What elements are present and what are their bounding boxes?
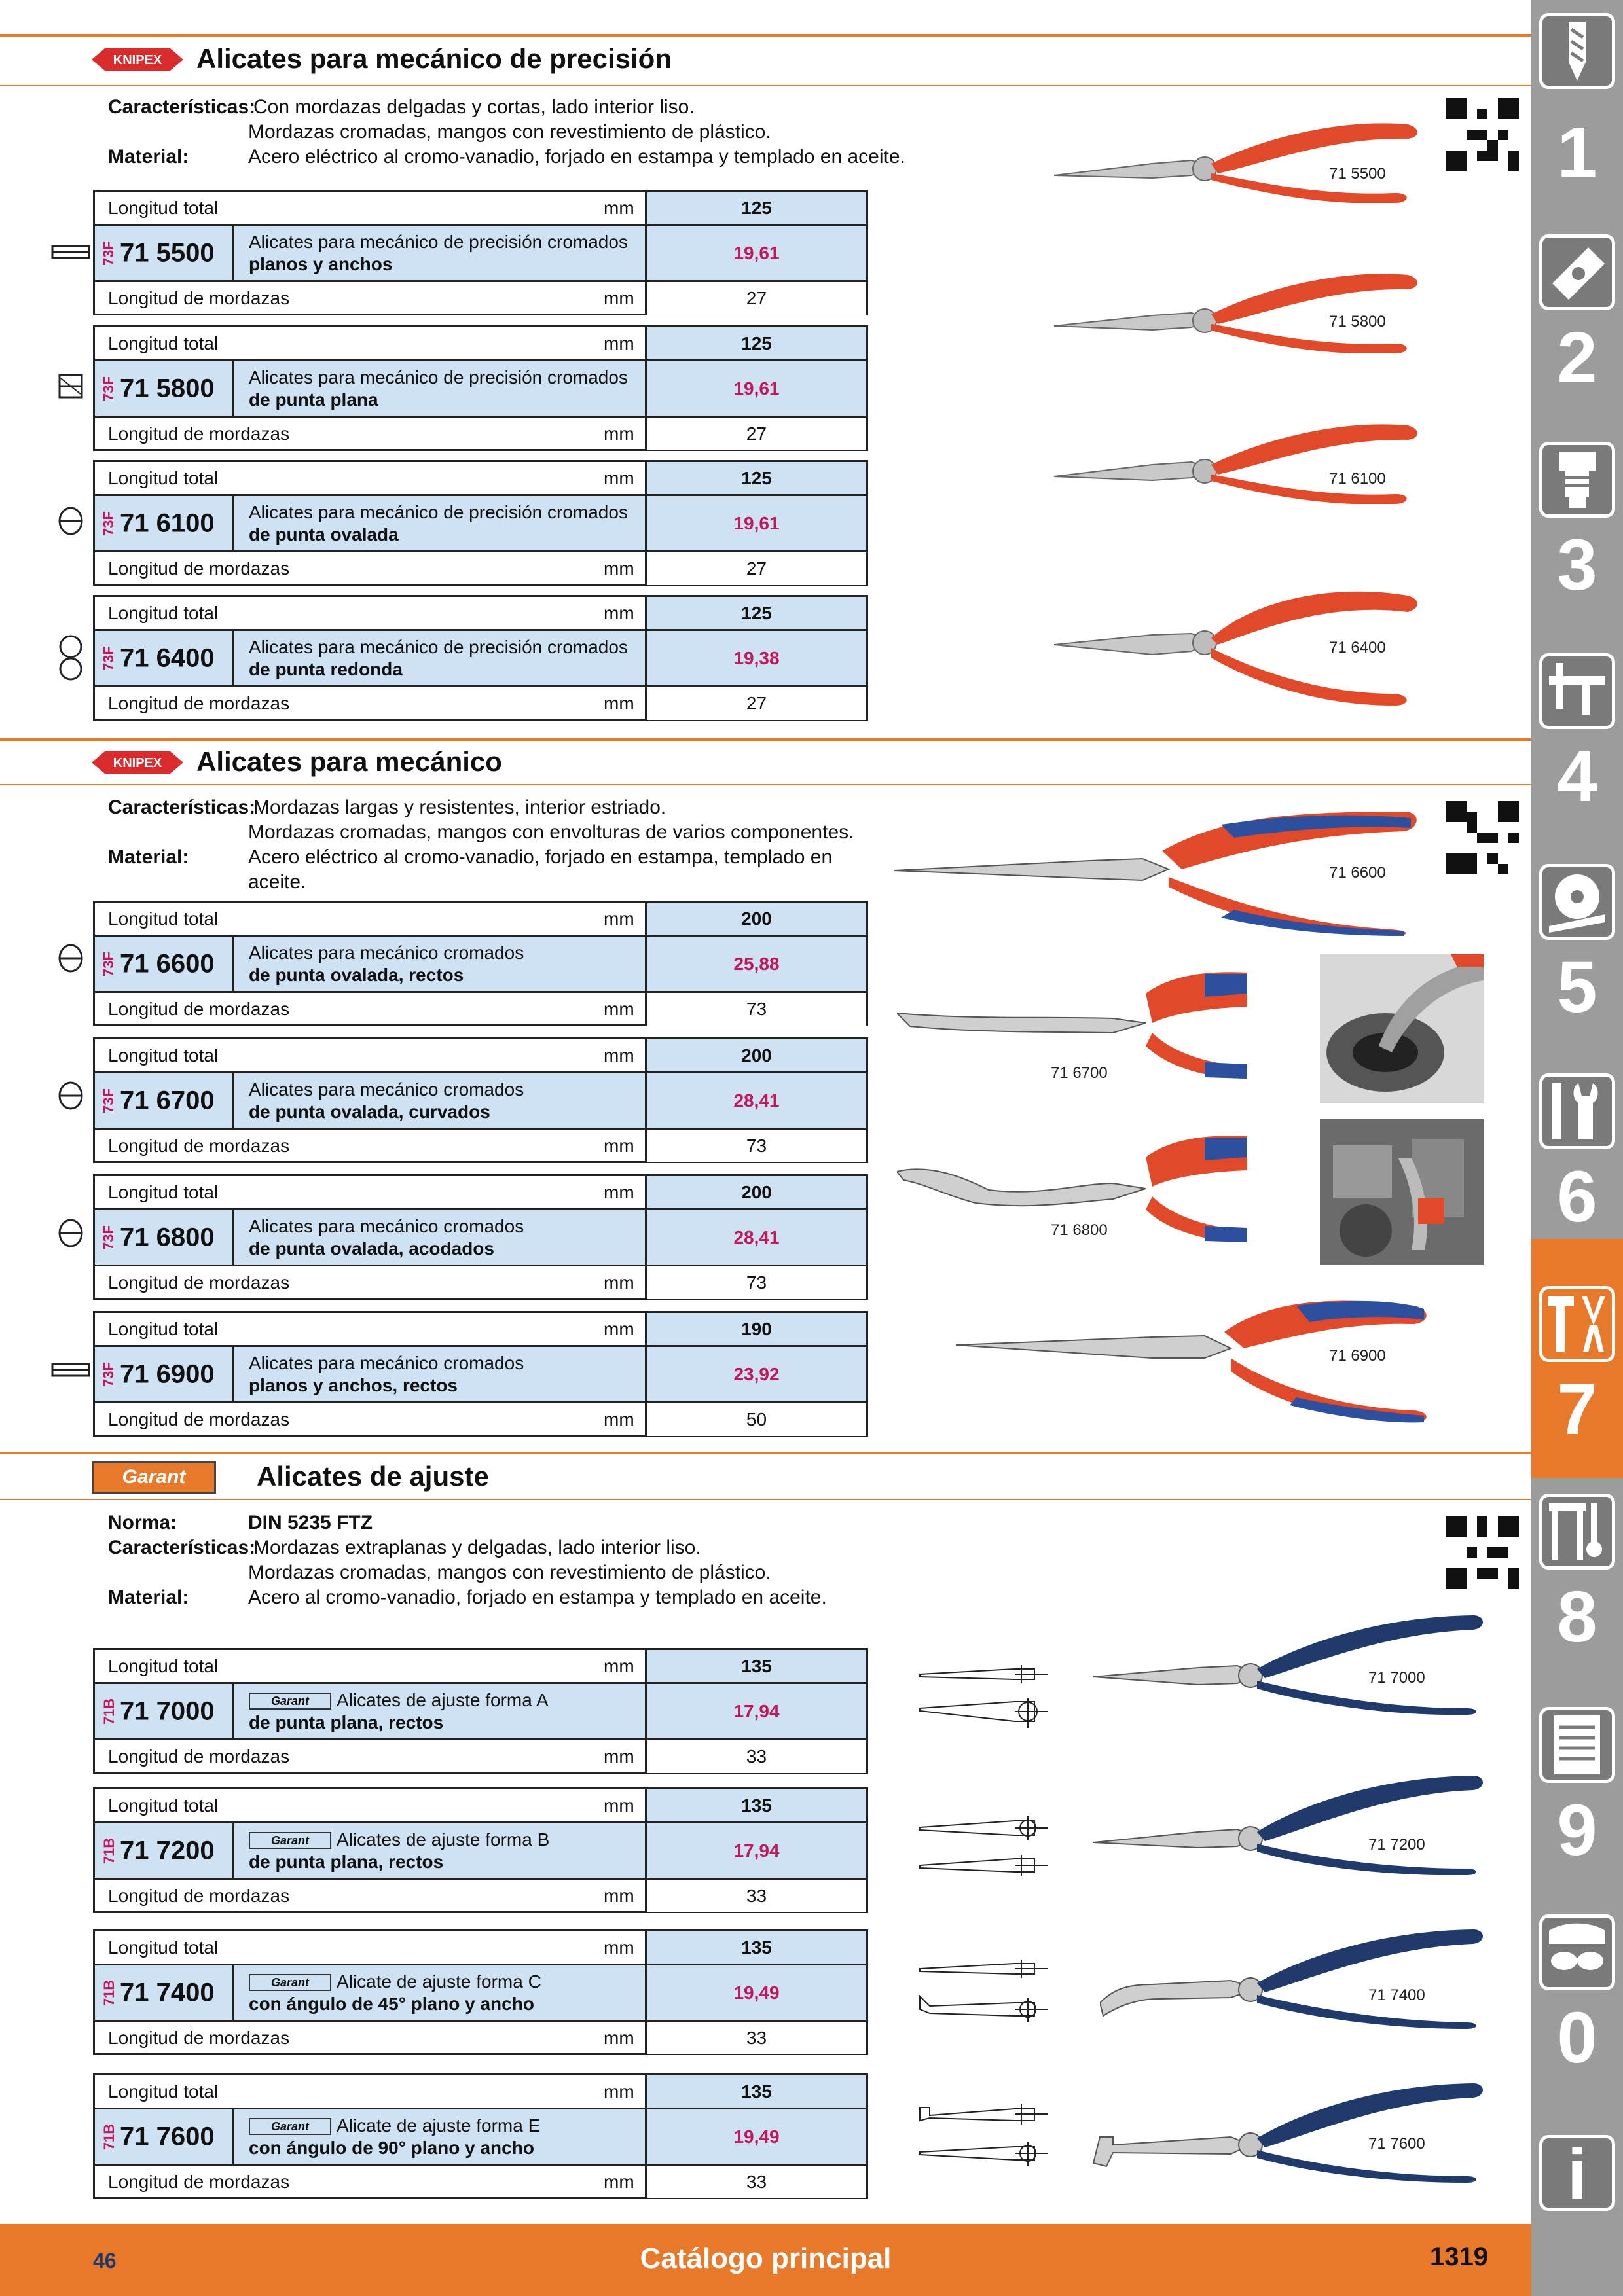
- application-photo: [1320, 954, 1484, 1103]
- garant-mini-logo: Garant: [249, 1693, 331, 1710]
- image-label: 71 6800: [1051, 1221, 1108, 1239]
- sidebar-tab-4[interactable]: [1537, 653, 1618, 823]
- product-table: [93, 325, 868, 451]
- length-value: 125: [741, 602, 772, 623]
- technical-drawing: [917, 1813, 1054, 1892]
- price: 17,94: [733, 1840, 780, 1861]
- jaw-profile-round-icon: [58, 635, 84, 681]
- info-icon: i: [1539, 2135, 1615, 2211]
- jaw-value: 27: [746, 288, 767, 308]
- product-table: [93, 1174, 868, 1300]
- unit-label: mm: [604, 2081, 634, 2102]
- image-label: 71 6100: [1329, 470, 1386, 488]
- pliers-image: [1054, 249, 1427, 353]
- jaw-label: Longitud de mordazas: [108, 1136, 290, 1156]
- sidebar-tab-5[interactable]: [1537, 864, 1618, 1034]
- pliers-image: [1093, 1764, 1486, 1875]
- jaw-label: Longitud de mordazas: [108, 2028, 290, 2048]
- pliers-image: [1054, 399, 1427, 504]
- length-value: 125: [741, 332, 772, 353]
- jaw-label: Longitud de mordazas: [108, 2172, 290, 2192]
- jaw-value: 33: [746, 2028, 767, 2048]
- qr-code: [1446, 801, 1519, 874]
- char-key: Características:: [108, 1537, 256, 1558]
- footer-title: Catálogo principal: [640, 2242, 892, 2274]
- sidebar-tab-3[interactable]: [1537, 442, 1618, 605]
- tab-number: 3: [1557, 525, 1597, 605]
- length-value: 190: [741, 1318, 772, 1339]
- length-value: 135: [741, 2081, 772, 2102]
- svg-text:KNIPEX: KNIPEX: [113, 756, 162, 770]
- price: 19,61: [733, 512, 780, 533]
- char-value: Acero eléctrico al cromo-vanadio, forjado en estampa y templado en aceite.: [248, 146, 905, 168]
- jaw-label: Longitud de mordazas: [108, 1272, 290, 1293]
- price: 25,88: [733, 953, 780, 974]
- tab-number: 1: [1557, 113, 1597, 193]
- article-code: 71 6400: [120, 643, 215, 672]
- jaw-profile-flat-point-icon: [58, 373, 84, 399]
- char-key: Características:: [108, 96, 256, 118]
- section-title: Alicates para mecánico: [196, 746, 502, 777]
- product-table: [93, 1929, 868, 2055]
- section-rule: [0, 784, 1532, 785]
- application-photo: [1320, 1119, 1484, 1265]
- unit-label: mm: [604, 999, 634, 1019]
- price: 28,41: [733, 1227, 780, 1247]
- char-key: Material:: [108, 146, 189, 168]
- unit-label: mm: [604, 1655, 634, 1676]
- image-label: 71 7400: [1368, 1986, 1425, 2004]
- group-code: 73F: [100, 511, 117, 536]
- product-description: Garant Alicate de ajuste forma C con ángulo de 45° plano y ancho: [249, 1971, 541, 2014]
- section-rule: [0, 738, 1532, 741]
- garant-mini-logo: Garant: [249, 1832, 331, 1849]
- char-value: Mordazas extraplanas y delgadas, lado interior liso.: [253, 1537, 701, 1558]
- jaw-label: Longitud de mordazas: [108, 999, 290, 1019]
- char-key: Características:: [108, 797, 256, 818]
- price: 19,61: [733, 378, 780, 399]
- article-code: 71 6700: [120, 1086, 215, 1115]
- jaw-label: Longitud de mordazas: [108, 558, 290, 579]
- section-rule: [0, 1499, 1532, 1500]
- tab-number: 4: [1557, 736, 1597, 817]
- tab-number: 7: [1557, 1369, 1597, 1450]
- price: 19,49: [733, 1982, 780, 2003]
- safety-gear-icon: [1539, 1914, 1615, 1990]
- length-label: Longitud total: [108, 332, 219, 353]
- char-key: Material:: [108, 846, 189, 868]
- length-value: 135: [741, 1795, 772, 1816]
- group-code: 73F: [100, 1361, 117, 1387]
- price: 19,38: [733, 647, 780, 668]
- product-description: Alicates para mecánico cromados planos y anchos, rectos: [249, 1352, 524, 1395]
- product-description: Alicates para mecánico de precisión cromados de punta ovalada: [249, 501, 628, 545]
- price: 19,61: [733, 242, 780, 263]
- jaw-value: 27: [746, 558, 767, 579]
- char-value: Acero al cromo-vanadio, forjado en estampa y templado en aceite.: [248, 1587, 827, 1608]
- article-code: 71 7000: [120, 1696, 215, 1725]
- image-label: 71 7600: [1368, 2135, 1425, 2153]
- caliper-icon: [1539, 653, 1615, 729]
- characteristics: [108, 795, 959, 900]
- knipex-logo: [92, 43, 183, 76]
- image-label: 71 6600: [1329, 864, 1386, 882]
- length-label: Longitud total: [108, 2081, 219, 2102]
- unit-label: mm: [604, 602, 634, 623]
- jaw-profile-oval-icon: [58, 944, 84, 973]
- footer-page-number: 1319: [1430, 2242, 1488, 2271]
- article-code: 71 7600: [120, 2122, 215, 2151]
- tab-number: 0: [1557, 1998, 1597, 2078]
- unit-label: mm: [604, 1181, 634, 1202]
- page-footer: [0, 2224, 1531, 2296]
- product-description: Garant Alicates de ajuste forma A de punta plana, rectos: [249, 1689, 549, 1732]
- image-label: 71 6700: [1051, 1064, 1108, 1082]
- sidebar-tab-2[interactable]: [1537, 234, 1618, 398]
- product-description: Alicates para mecánico de precisión cromados planos y anchos: [249, 231, 628, 274]
- product-table: [93, 460, 868, 586]
- char-value: Mordazas cromadas, mangos con revestimiento de plástico.: [248, 121, 771, 143]
- sidebar-tab-9[interactable]: [1537, 1707, 1618, 1877]
- group-code: 71B: [101, 1979, 118, 2006]
- pliers-image: [1093, 1604, 1486, 1715]
- jaw-label: Longitud de mordazas: [108, 693, 290, 713]
- unit-label: mm: [604, 2028, 634, 2048]
- image-label: 71 5500: [1329, 165, 1386, 183]
- group-code: 73F: [100, 376, 117, 401]
- pliers-image: [1054, 98, 1427, 203]
- length-label: Longitud total: [108, 467, 219, 488]
- product-description: Garant Alicates de ajuste forma B de punta plana, rectos: [249, 1829, 550, 1872]
- product-table: [93, 2073, 868, 2199]
- jaw-profile-oval-icon: [58, 1081, 84, 1110]
- product-table: [93, 1037, 868, 1163]
- sidebar-tab-6[interactable]: [1537, 1073, 1618, 1244]
- group-code: 71B: [101, 2123, 118, 2150]
- group-code: 73F: [100, 1088, 117, 1113]
- article-code: 71 6100: [120, 509, 215, 537]
- jaw-label: Longitud de mordazas: [108, 1409, 290, 1429]
- product-table: [93, 901, 868, 1026]
- length-value: 200: [741, 908, 772, 929]
- jaw-profile-flat-icon: [51, 1361, 90, 1378]
- sidebar-tab-info[interactable]: [1537, 2135, 1618, 2214]
- product-description: Alicates para mecánico cromados de punta ovalada, acodados: [249, 1215, 524, 1259]
- knipex-logo: [92, 746, 183, 779]
- unit-label: mm: [604, 558, 634, 579]
- char-value: Mordazas cromadas, mangos con envolturas de varios componentes.: [248, 821, 854, 843]
- characteristics: [108, 95, 959, 173]
- article-code: 71 5800: [120, 374, 215, 403]
- group-code: 71B: [101, 1837, 118, 1864]
- garant-logo: Garant: [92, 1461, 216, 1494]
- section-rule: [0, 34, 1532, 37]
- length-value: 135: [741, 1937, 772, 1958]
- unit-label: mm: [604, 1272, 634, 1293]
- section-rule: [0, 1452, 1532, 1454]
- length-label: Longitud total: [108, 908, 219, 929]
- tool-cabinet-icon: [1539, 1707, 1615, 1783]
- unit-label: mm: [604, 1318, 634, 1339]
- pliers-image: [897, 967, 1247, 1079]
- length-value: 200: [741, 1181, 772, 1202]
- jaw-value: 27: [746, 693, 767, 713]
- unit-label: mm: [604, 1136, 634, 1156]
- product-description: Alicates para mecánico cromados de punta ovalada, rectos: [249, 942, 524, 985]
- image-label: 71 7000: [1368, 1669, 1425, 1687]
- tab-number: 6: [1557, 1157, 1597, 1237]
- length-label: Longitud total: [108, 1937, 219, 1958]
- unit-label: mm: [604, 288, 634, 308]
- garant-mini-logo: Garant: [249, 2118, 331, 2135]
- product-description: Alicates para mecánico de precisión cromados de punta plana: [249, 367, 628, 410]
- unit-label: mm: [604, 1045, 634, 1066]
- jaw-value: 33: [746, 1886, 767, 1906]
- product-description: Garant Alicate de ajuste forma E con ángulo de 90° plano y ancho: [249, 2115, 541, 2158]
- jaw-profile-oval-icon: [58, 1219, 84, 1247]
- technical-drawing: [917, 2101, 1054, 2179]
- qr-code: [1446, 1516, 1519, 1589]
- group-code: 73F: [100, 951, 117, 977]
- image-label: 71 5800: [1329, 313, 1386, 331]
- product-description: Alicates para mecánico cromados de punta ovalada, curvados: [249, 1079, 524, 1122]
- char-value: Mordazas largas y resistentes, interior estriado.: [253, 797, 666, 818]
- price: 28,41: [733, 1090, 780, 1111]
- price: 17,94: [733, 1700, 780, 1721]
- article-code: 71 6600: [120, 949, 215, 978]
- pliers-hammer-icon: [1539, 1286, 1615, 1362]
- tab-number: 5: [1557, 947, 1597, 1028]
- technical-drawing: [917, 1957, 1054, 2036]
- sidebar-tab-0[interactable]: [1537, 1914, 1618, 2085]
- unit-label: mm: [604, 1409, 634, 1429]
- char-value: aceite.: [248, 871, 306, 893]
- jaw-value: 73: [746, 1136, 767, 1156]
- unit-label: mm: [604, 1746, 634, 1767]
- product-table: [93, 1311, 868, 1437]
- length-value: 135: [741, 1655, 772, 1676]
- pliers-image: [1100, 1918, 1486, 2029]
- length-value: 125: [741, 467, 772, 488]
- unit-label: mm: [604, 2172, 634, 2192]
- saw-blade-icon: [1539, 864, 1615, 940]
- section-rule: [0, 85, 1532, 86]
- tap-icon: [1539, 442, 1615, 518]
- section-title: Alicates para mecánico de precisión: [196, 43, 672, 74]
- product-table: [93, 595, 868, 721]
- pliers-image: [1087, 2072, 1486, 2183]
- jaw-label: Longitud de mordazas: [108, 1886, 290, 1906]
- unit-label: mm: [604, 1795, 634, 1816]
- length-label: Longitud total: [108, 197, 219, 218]
- unit-label: mm: [604, 332, 634, 353]
- product-table: [93, 1648, 868, 1774]
- article-code: 71 7200: [120, 1836, 215, 1865]
- tab-number: 8: [1557, 1577, 1597, 1657]
- insert-tool-icon: [1539, 234, 1615, 310]
- length-label: Longitud total: [108, 1045, 219, 1066]
- jaw-value: 33: [746, 1746, 767, 1767]
- wrench-screwdriver-icon: [1539, 1073, 1615, 1149]
- price: 19,49: [733, 2126, 780, 2147]
- unit-label: mm: [604, 693, 634, 713]
- article-code: 71 5500: [120, 238, 215, 267]
- product-description: Alicates para mecánico de precisión cromados de punta redonda: [249, 636, 628, 679]
- length-label: Longitud total: [108, 1795, 219, 1816]
- technical-drawing: [917, 1662, 1054, 1741]
- article-code: 71 6800: [120, 1223, 215, 1251]
- footer-page-left: 46: [93, 2249, 117, 2272]
- length-label: Longitud total: [108, 1318, 219, 1339]
- group-code: 73F: [100, 645, 117, 671]
- tab-number: 9: [1557, 1790, 1597, 1871]
- unit-label: mm: [604, 467, 634, 488]
- qr-code: [1446, 98, 1519, 171]
- length-value: 200: [741, 1045, 772, 1066]
- group-code: 71B: [101, 1698, 118, 1725]
- article-code: 71 7400: [120, 1978, 215, 2007]
- length-label: Longitud total: [108, 1181, 219, 1202]
- char-value: DIN 5235 FTZ: [248, 1512, 373, 1534]
- char-key: Material:: [108, 1587, 189, 1608]
- image-label: 71 6900: [1329, 1347, 1386, 1365]
- jaw-value: 33: [746, 2172, 767, 2192]
- unit-label: mm: [604, 197, 634, 218]
- length-label: Longitud total: [108, 1655, 219, 1676]
- group-code: 73F: [100, 240, 117, 266]
- sidebar-tab-1[interactable]: [1537, 13, 1618, 196]
- section-title: Alicates de ajuste: [257, 1461, 489, 1492]
- jaw-value: 73: [746, 999, 767, 1019]
- length-label: Longitud total: [108, 602, 219, 623]
- jaw-value: 50: [746, 1409, 767, 1429]
- char-key: Norma:: [108, 1512, 177, 1534]
- garant-mini-logo: Garant: [249, 1974, 331, 1991]
- sidebar-tab-8[interactable]: [1537, 1494, 1618, 1664]
- sidebar-tab-7[interactable]: [1537, 1286, 1618, 1456]
- price: 23,92: [733, 1363, 780, 1384]
- article-code: 71 6900: [120, 1359, 215, 1388]
- drill-bit-icon: [1539, 13, 1615, 89]
- image-label: 71 7200: [1368, 1836, 1425, 1854]
- group-code: 73F: [100, 1225, 117, 1250]
- char-value: Acero eléctrico al cromo-vanadio, forjado en estampa, templado en: [248, 846, 833, 868]
- jaw-label: Longitud de mordazas: [108, 288, 290, 308]
- jaw-value: 27: [746, 423, 767, 444]
- length-value: 125: [741, 197, 772, 218]
- jaw-value: 73: [746, 1272, 767, 1293]
- unit-label: mm: [604, 1886, 634, 1906]
- svg-text:KNIPEX: KNIPEX: [113, 53, 162, 67]
- unit-label: mm: [604, 423, 634, 444]
- char-value: Con mordazas delgadas y cortas, lado interior liso.: [253, 96, 695, 118]
- jaw-label: Longitud de mordazas: [108, 423, 290, 444]
- product-table: [93, 190, 868, 315]
- jaw-profile-flat-icon: [51, 243, 90, 260]
- unit-label: mm: [604, 1937, 634, 1958]
- unit-label: mm: [604, 908, 634, 929]
- tab-number: 2: [1557, 317, 1597, 398]
- char-value: Mordazas cromadas, mangos con revestimiento de plástico.: [248, 1562, 771, 1583]
- product-table: [93, 1787, 868, 1913]
- workbench-tools-icon: [1539, 1494, 1615, 1570]
- characteristics: [108, 1511, 959, 1615]
- jaw-label: Longitud de mordazas: [108, 1746, 290, 1767]
- image-label: 71 6400: [1329, 639, 1386, 656]
- jaw-profile-oval-icon: [58, 507, 84, 535]
